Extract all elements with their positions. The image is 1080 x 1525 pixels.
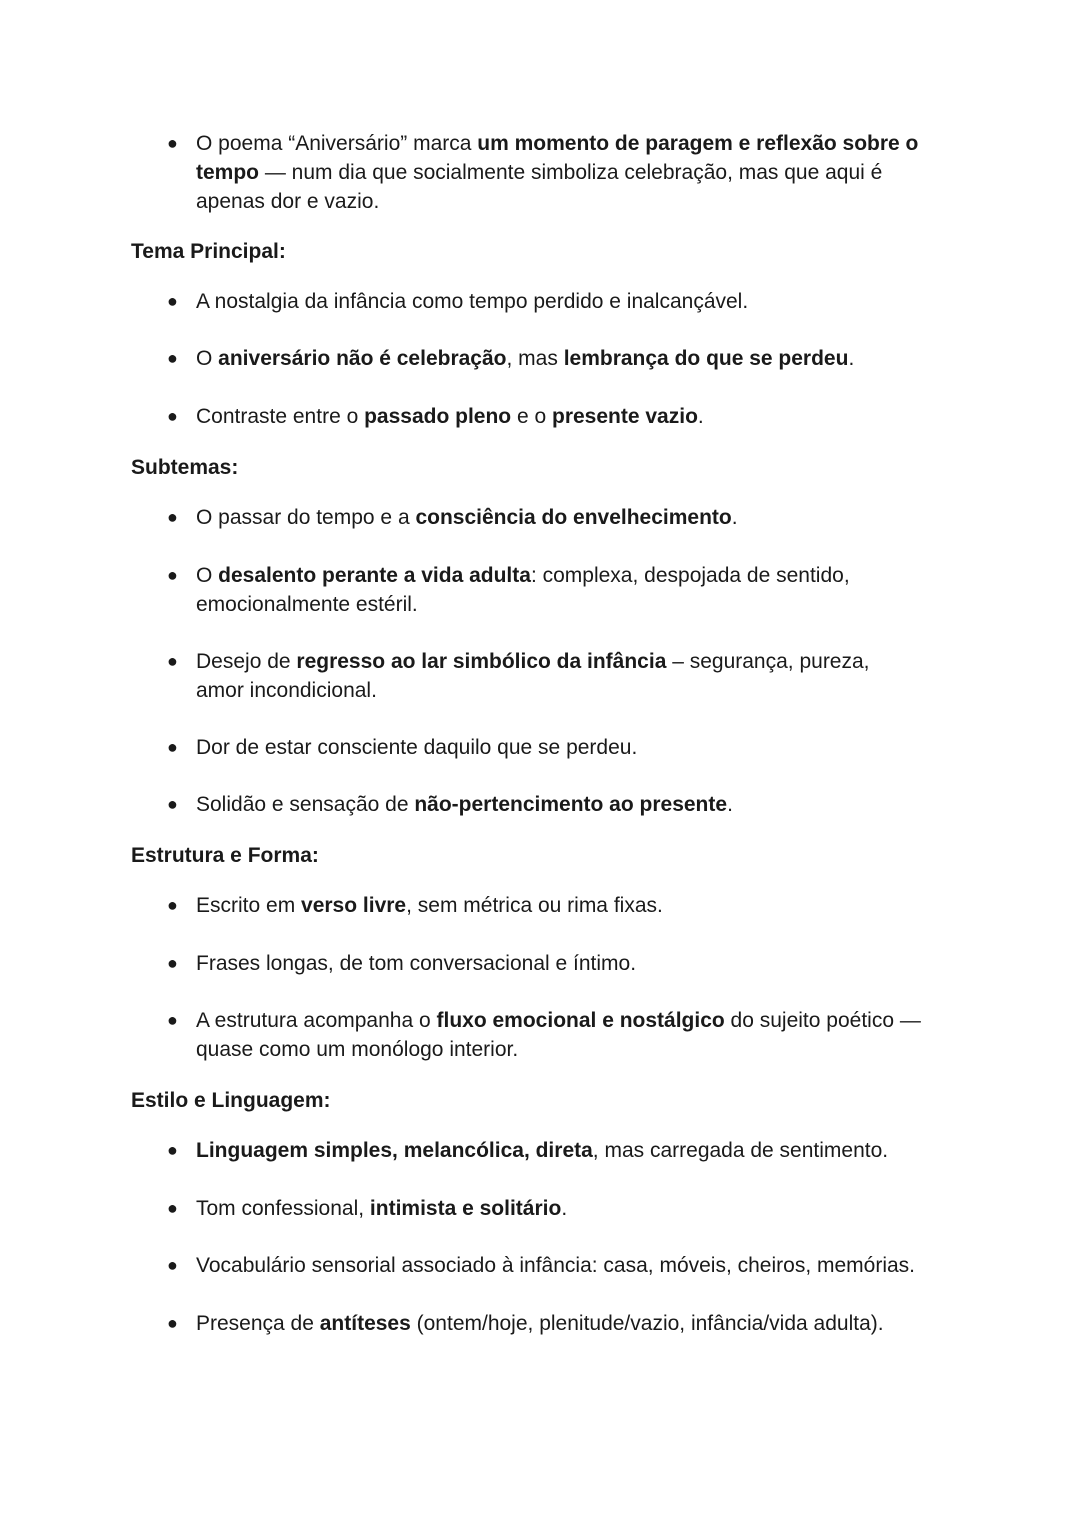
list-item — [167, 733, 956, 762]
bullet-icon: ● — [167, 133, 178, 153]
item-text: Dor de estar consciente daquilo que se perdeu. — [196, 736, 638, 759]
item-text: . — [697, 405, 704, 428]
item-bold-text: desalento perante a vida adulta — [218, 564, 531, 587]
item-text: O — [196, 564, 219, 587]
list-item — [167, 790, 956, 819]
bullet-icon: ● — [167, 1313, 178, 1333]
list-item — [167, 561, 896, 619]
list-item — [167, 891, 956, 920]
item-text: Presença de — [196, 1312, 320, 1335]
item-bold-text: consciência do envelhecimento — [415, 506, 732, 529]
bullet-icon: ● — [167, 406, 178, 426]
bullet-icon: ● — [167, 737, 178, 757]
bullet-icon: ● — [167, 565, 178, 585]
list-item — [167, 1309, 956, 1338]
section-heading-estilo-e-linguagem: Estilo e Linguagem: — [131, 1089, 331, 1112]
item-bold-text: passado pleno — [364, 405, 512, 428]
item-bold-text: verso livre — [301, 894, 407, 917]
item-bold-text: aniversário não é celebração — [218, 347, 507, 370]
bullet-icon: ● — [167, 794, 178, 814]
intro-bold-text: um momento de paragem e reflexão sobre o tempo — [196, 132, 919, 184]
item-text: Tom confessional, — [196, 1197, 370, 1220]
bullet-icon: ● — [167, 1140, 178, 1160]
item-text: Solidão e sensação de — [196, 793, 415, 816]
item-text: (ontem/hoje, plenitude/vazio, infância/vida adulta). — [410, 1312, 884, 1335]
item-text: , sem métrica ou rima fixas. — [406, 894, 663, 917]
item-text: . — [731, 506, 738, 529]
bullet-icon: ● — [167, 507, 178, 527]
item-text: . — [727, 793, 733, 816]
section-heading-subtemas: Subtemas: — [131, 456, 239, 479]
item-text: , mas — [506, 347, 564, 370]
item-text: A nostalgia da infância como tempo perdido e inalcançável. — [196, 290, 749, 313]
item-text: Desejo de — [196, 650, 297, 673]
list-item — [167, 344, 956, 373]
bullet-icon: ● — [167, 291, 178, 311]
item-text: – segurança, pureza, amor incondicional. — [196, 650, 870, 702]
item-text: O passar do tempo e a — [196, 506, 416, 529]
item-text: e o — [511, 405, 552, 428]
item-text: do sujeito poético — quase como um monólogo interior. — [196, 1009, 921, 1061]
item-bold-text: presente vazio — [552, 405, 698, 428]
item-text: O — [196, 347, 219, 370]
list-item — [167, 503, 956, 532]
item-text: . — [561, 1197, 568, 1220]
bullet-icon: ● — [167, 651, 178, 671]
list-item — [167, 1136, 956, 1165]
bullet-icon: ● — [167, 953, 178, 973]
list-item — [167, 1251, 956, 1280]
list-item — [167, 1194, 956, 1223]
item-text: , mas carregada de sentimento. — [592, 1139, 889, 1162]
list-item — [167, 402, 956, 431]
list-item — [167, 1006, 956, 1064]
bullet-icon: ● — [167, 1010, 178, 1030]
item-bold-text: intimista e solitário — [369, 1197, 562, 1220]
list-item — [167, 287, 956, 316]
item-bold-text: Linguagem simples, melancólica, direta — [196, 1139, 593, 1162]
item-text: Escrito em — [196, 894, 302, 917]
list-item — [167, 647, 906, 705]
item-bold-text: regresso ao lar simbólico da infância — [296, 650, 667, 673]
item-text: : complexa, despojada de sentido, emocionalmente estéril. — [196, 564, 850, 616]
bullet-icon: ● — [167, 895, 178, 915]
section-heading-estrutura-e-forma: Estrutura e Forma: — [131, 844, 319, 867]
intro-bullet-item — [167, 129, 956, 216]
bullet-icon: ● — [167, 1255, 178, 1275]
item-bold-text: não-pertencimento ao presente — [414, 793, 728, 816]
item-bold-text: fluxo emocional e nostálgico — [436, 1009, 725, 1032]
bullet-icon: ● — [167, 1198, 178, 1218]
item-text: A estrutura acompanha o — [196, 1009, 437, 1032]
intro-text: O poema “Aniversário” marca — [196, 132, 478, 155]
intro-text: — num dia que socialmente simboliza celebração, mas que aqui é apenas dor e vazio. — [196, 161, 883, 213]
list-item — [167, 949, 956, 978]
item-text: Vocabulário sensorial associado à infância: casa, móveis, cheiros, memórias. — [196, 1254, 916, 1277]
section-heading-tema-principal: Tema Principal: — [131, 240, 286, 263]
bullet-icon: ● — [167, 348, 178, 368]
item-text: Contraste entre o — [196, 405, 365, 428]
item-bold-text: antíteses — [319, 1312, 411, 1335]
item-text: . — [848, 347, 855, 370]
item-bold-text: lembrança do que se perdeu — [563, 347, 849, 370]
item-text: Frases longas, de tom conversacional e íntimo. — [196, 952, 637, 975]
